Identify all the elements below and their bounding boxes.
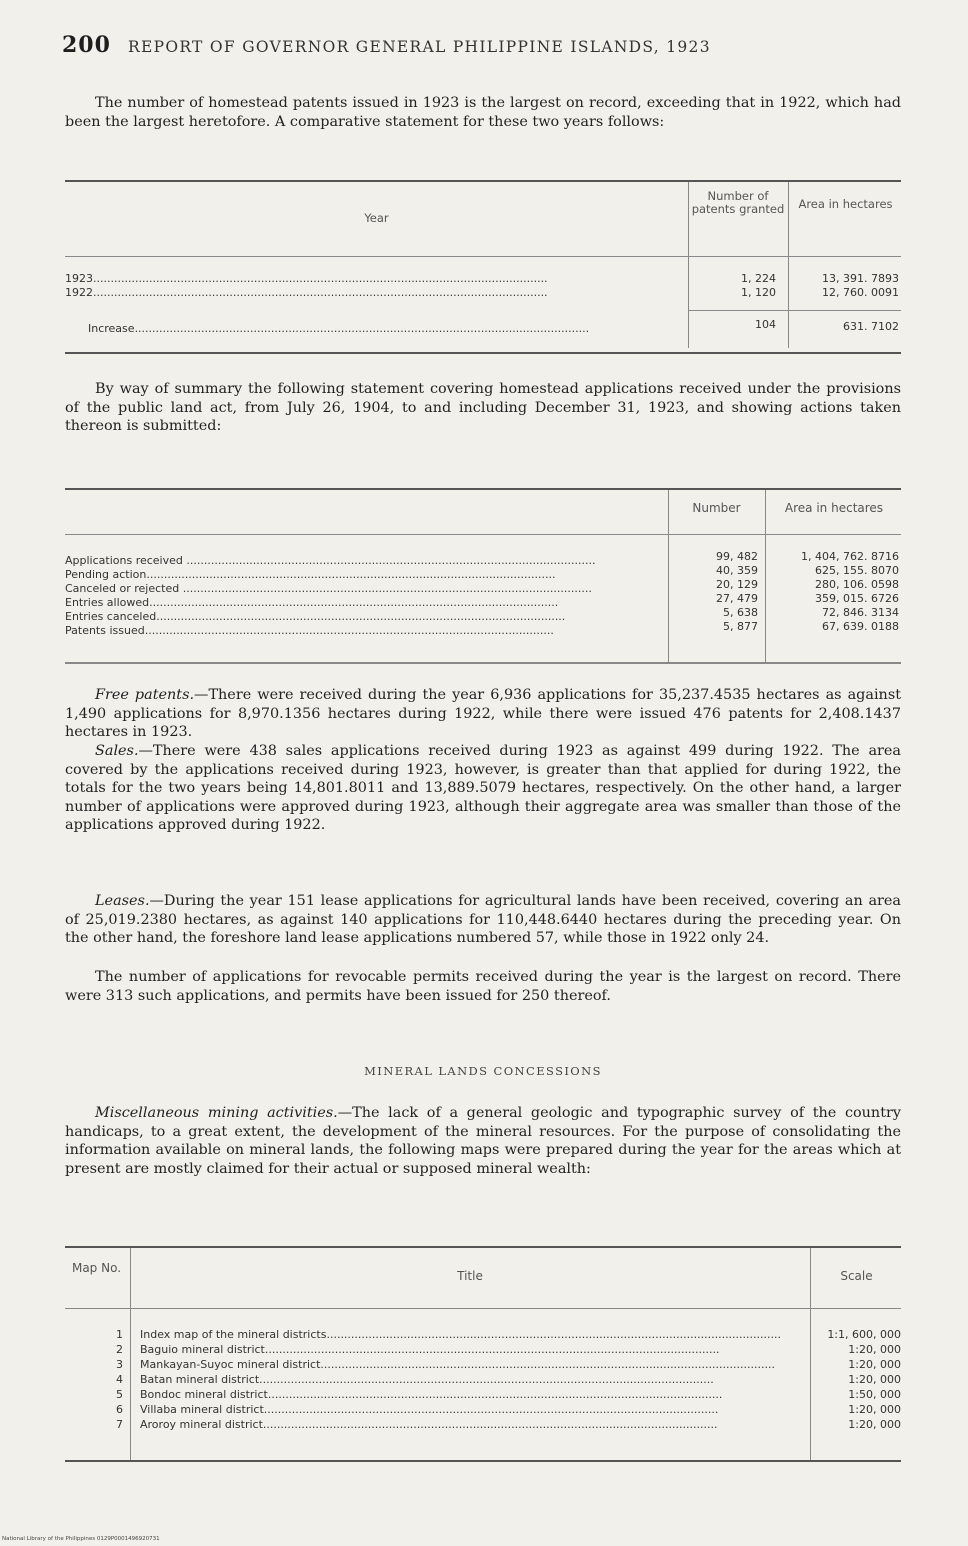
table-row: 1923..................................................................................................................................: [65, 272, 548, 285]
scale-value: 1:20, 000: [848, 1373, 901, 1386]
scale-value: 1:1, 600, 000: [827, 1328, 901, 1341]
table-row: Index map of the mineral districts..................................................................................................................................: [140, 1328, 782, 1341]
table-row: Pending action.....................................................................................................................: [65, 568, 556, 581]
sales-paragraph: Sales.—There were 438 sales applications received during 1923 as against 499 during 1922. The area covered by the applications received during 1923, however, is greater than that applied for during 1922, the totals for the two years being 14,801.8011 and 13,889.5079 hectares, respectively. On the other hand, a larger number of applications were approved during 1923, although their aggregate area was smaller than those of the applications approved during 1922.: [65, 743, 901, 834]
table-row: Bondoc mineral district..................................................................................................................................: [140, 1388, 723, 1401]
map-number: 7: [116, 1418, 123, 1431]
number-value: 5, 877: [723, 620, 758, 633]
scan-footer: National Library of the Philippines 0129P0001496920731: [2, 1536, 160, 1542]
area-value: 72, 846. 3134: [822, 606, 899, 619]
table-row: Entries allowed.....................................................................................................................: [65, 596, 559, 609]
scale-value: 1:20, 000: [848, 1358, 901, 1371]
column-header-area: Area in hectares: [784, 501, 884, 515]
table-row: Mankayan-Suyoc mineral district..................................................................................................................................: [140, 1358, 775, 1371]
number-value: 20, 129: [716, 578, 758, 591]
table-row: Aroroy mineral district..................................................................................................................................: [140, 1418, 718, 1431]
column-header-map-no: Map No.: [71, 1261, 122, 1275]
patents-value: 1, 224: [741, 272, 776, 285]
map-number: 3: [116, 1358, 123, 1371]
leases-paragraph: Leases.—During the year 151 lease applications for agricultural lands have been received, covering an area of 25,019.2380 hectares, as against 140 applications for 110,448.6440 hectares during the preceding year. On the other hand, the foreshore land lease applications numbered 57, while those in 1922 only 24.: [65, 893, 901, 947]
area-value: 1, 404, 762. 8716: [801, 550, 899, 563]
scale-value: 1:50, 000: [848, 1388, 901, 1401]
map-number: 2: [116, 1343, 123, 1356]
table-row: Batan mineral district..................................................................................................................................: [140, 1373, 714, 1386]
permits-paragraph: The number of applications for revocable permits received during the year is the largest on record. There were 313 such applications, and permits have been issued for 250 thereof.: [65, 969, 901, 1004]
column-header-year: Year: [364, 211, 389, 225]
map-number: 6: [116, 1403, 123, 1416]
column-header-title: Title: [457, 1269, 483, 1283]
summary-paragraph: By way of summary the following statement covering homestead applications received under the provisions of the public land act, from July 26, 1904, to and including December 31, 1923, and showing actions taken thereon is submitted:: [65, 381, 901, 435]
section-heading: MINERAL LANDS CONCESSIONS: [364, 1064, 602, 1078]
column-header-patents: Number of patents granted: [691, 189, 785, 216]
column-header-number: Number: [692, 501, 741, 515]
column-header-scale: Scale: [840, 1269, 873, 1283]
patents-increase: 104: [755, 318, 776, 331]
map-number: 5: [116, 1388, 123, 1401]
table-row: Villaba mineral district..................................................................................................................................: [140, 1403, 719, 1416]
scale-value: 1:20, 000: [848, 1418, 901, 1431]
area-value: 625, 155. 8070: [815, 564, 899, 577]
page-header: [62, 32, 912, 58]
leases-heading: Leases.: [95, 893, 150, 909]
page-number: 200: [62, 32, 111, 58]
mining-paragraph: Miscellaneous mining activities.—The lack of a general geologic and typographic survey of the country handicaps, to a great extent, the development of the mineral resources. For the purpose of consolidating the information available on mineral lands, the following maps were prepared during the year for the areas which at present are mostly claimed for their actual or supposed mineral wealth:: [65, 1105, 901, 1177]
table-row: Entries canceled.....................................................................................................................: [65, 610, 566, 623]
table-row: Patents issued.....................................................................................................................: [65, 624, 554, 637]
mining-heading: Miscellaneous mining activities.: [95, 1105, 338, 1121]
column-header-area: Area in hectares: [798, 197, 893, 211]
area-value: 67, 639. 0188: [822, 620, 899, 633]
number-value: 27, 479: [716, 592, 758, 605]
patents-value: 1, 120: [741, 286, 776, 299]
number-value: 40, 359: [716, 564, 758, 577]
free-patents-paragraph: Free patents.—There were received during the year 6,936 applications for 35,237.4535 hectares as against 1,490 applications for 8,970.1356 hectares during 1922, while there were issued 476 patents for 2,408.1437 hectares in 1923.: [65, 687, 901, 741]
area-value: 359, 015. 6726: [815, 592, 899, 605]
free-patents-heading: Free patents.: [95, 687, 195, 703]
map-number: 4: [116, 1373, 123, 1386]
number-value: 99, 482: [716, 550, 758, 563]
area-value: 12, 760. 0091: [822, 286, 899, 299]
intro-paragraph: The number of homestead patents issued in 1923 is the largest on record, exceeding that in 1922, which had been the largest heretofore. A comparative statement for these two years follows:: [65, 95, 901, 130]
scale-value: 1:20, 000: [848, 1403, 901, 1416]
running-title: REPORT OF GOVERNOR GENERAL PHILIPPINE ISLANDS, 1923: [128, 38, 711, 56]
table-row: Applications received .....................................................................................................................: [65, 554, 596, 567]
number-value: 5, 638: [723, 606, 758, 619]
scale-value: 1:20, 000: [848, 1343, 901, 1356]
sales-heading: Sales.: [95, 743, 139, 759]
table-row: Baguio mineral district..................................................................................................................................: [140, 1343, 720, 1356]
area-value: 13, 391. 7893: [822, 272, 899, 285]
area-value: 280, 106. 0598: [815, 578, 899, 591]
area-increase: 631. 7102: [843, 320, 899, 333]
table-row: 1922..................................................................................................................................: [65, 286, 548, 299]
table-total-row: Increase..................................................................................................................................: [88, 322, 590, 335]
map-number: 1: [116, 1328, 123, 1341]
table-row: Canceled or rejected .....................................................................................................................: [65, 582, 592, 595]
